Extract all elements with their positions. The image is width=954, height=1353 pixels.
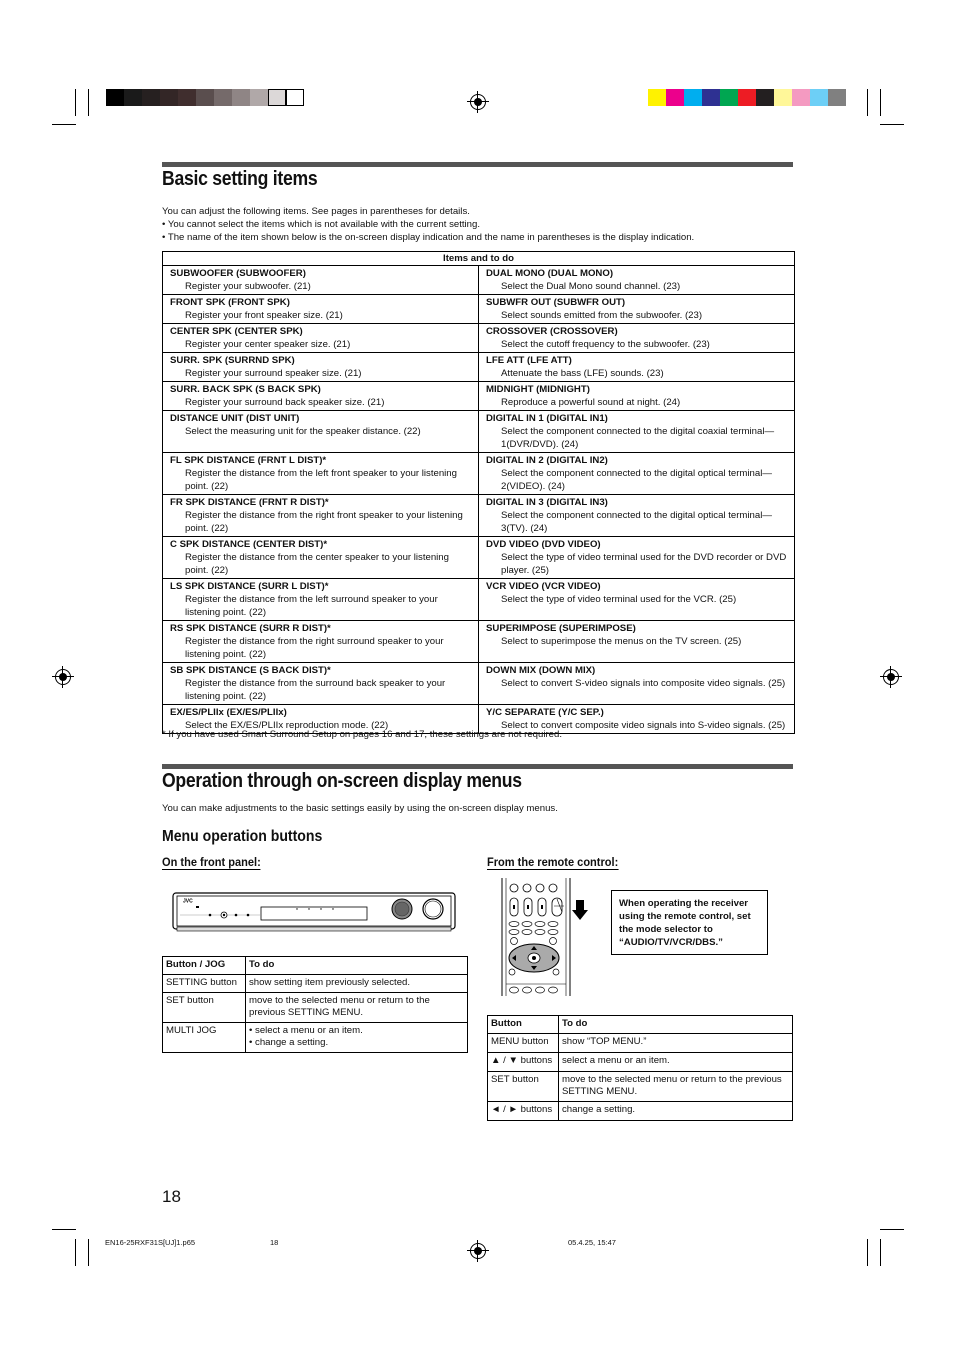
item-cell — [479, 537, 795, 579]
crop-mark — [52, 1229, 76, 1230]
item-title: RS SPK DISTANCE (SURR R DIST)* — [170, 623, 331, 634]
receiver-front-panel-illustration — [172, 890, 457, 934]
item-description: Register your surround speaker size. (21) — [185, 368, 362, 379]
gray-swatch — [106, 89, 124, 106]
bullet-text: The name of the item shown below is the on-screen display indication and the name in parentheses is the display indication. — [167, 232, 695, 243]
intro-bullet: • You cannot select the items which is not available with the current setting. — [162, 219, 481, 230]
button-name: SET button — [488, 1071, 559, 1101]
crop-mark — [867, 1239, 868, 1266]
bullet-text: You cannot select the items which is not available with the current setting. — [167, 219, 481, 230]
table-row — [488, 1101, 793, 1120]
item-title: DUAL MONO (DUAL MONO) — [486, 268, 614, 279]
button-name: ▲ / ▼ buttons — [488, 1052, 559, 1071]
registration-mark-icon — [883, 669, 899, 685]
item-cell — [479, 495, 795, 537]
crop-mark — [880, 89, 881, 116]
gray-swatch — [232, 89, 250, 106]
action-item: • select a menu or an item. — [256, 1025, 464, 1038]
button-action: show setting item previously selected. — [246, 974, 468, 992]
item-description: Register your subwoofer. (21) — [185, 281, 311, 292]
footer-page: 18 — [270, 1238, 279, 1247]
item-cell — [163, 579, 479, 621]
item-title: SB SPK DISTANCE (S BACK DIST)* — [170, 665, 331, 676]
section-title-basic-setting-items: Basic setting items — [162, 168, 318, 190]
color-swatch — [828, 89, 846, 106]
col-header-to-do: To do — [246, 957, 468, 975]
crop-mark — [75, 89, 76, 116]
table-row — [163, 1022, 468, 1052]
crop-mark — [88, 1239, 89, 1266]
color-swatch — [792, 89, 810, 106]
items-table-row — [163, 453, 795, 495]
item-title: SUBWFR OUT (SUBWFR OUT) — [486, 297, 626, 308]
color-swatch — [666, 89, 684, 106]
item-title: FR SPK DISTANCE (FRNT R DIST)* — [170, 497, 329, 508]
action-item: • change a setting. — [256, 1037, 464, 1050]
gray-swatch — [250, 89, 268, 106]
item-cell — [163, 324, 479, 353]
item-cell — [163, 663, 479, 705]
table-row — [488, 1052, 793, 1071]
item-cell — [163, 453, 479, 495]
color-swatch — [756, 89, 774, 106]
item-description: Select the type of video terminal used for the DVD recorder or DVD player. (25) — [501, 552, 787, 576]
footnote: * If you have used Smart Surround Setup on pages 16 and 17, these settings are not required. — [162, 729, 563, 740]
button-name: MULTI JOG — [163, 1022, 246, 1052]
button-action: change a setting. — [559, 1101, 793, 1120]
remote-control-heading: From the remote control: — [487, 855, 619, 869]
item-title: DVD VIDEO (DVD VIDEO) — [486, 539, 601, 550]
item-description: Register the distance from the surround back speaker to your listening point. (22) — [185, 678, 446, 702]
section-rule — [162, 764, 793, 769]
intro-bullet: • The name of the item shown below is the on-screen display indication and the name in parentheses is the display indication. — [162, 232, 695, 243]
table-row — [488, 1033, 793, 1052]
intro-line: You can adjust the following items. See pages in parentheses for details. — [162, 206, 470, 217]
front-panel-heading: On the front panel: — [162, 855, 261, 869]
crop-mark — [75, 1239, 76, 1266]
color-swatch — [738, 89, 756, 106]
items-table-row — [163, 324, 795, 353]
crop-mark — [52, 124, 76, 125]
item-cell — [479, 295, 795, 324]
subtitle-menu-operation-buttons: Menu operation buttons — [162, 828, 323, 845]
crop-mark — [880, 124, 904, 125]
item-cell — [479, 663, 795, 705]
items-table-row — [163, 579, 795, 621]
item-description: Select the component connected to the digital coaxial terminal—1(DVR/DVD). (24) — [501, 426, 775, 450]
button-action: move to the selected menu or return to the previous SETTING MENU. — [246, 992, 468, 1022]
color-swatch — [810, 89, 828, 106]
item-description: Select to convert composite video signals into S-video signals. (25) — [501, 720, 786, 731]
item-description: Register the distance from the center speaker to your listening point. (22) — [185, 552, 449, 576]
item-cell — [163, 495, 479, 537]
item-description: Register the distance from the right front speaker to your listening point. (22) — [185, 510, 463, 534]
color-swatch — [774, 89, 792, 106]
item-title: DIGITAL IN 2 (DIGITAL IN2) — [486, 455, 608, 466]
table-row — [163, 974, 468, 992]
item-title: SURR. SPK (SURRND SPK) — [170, 355, 295, 366]
front-panel-brand: JVC — [183, 898, 193, 905]
item-title: DISTANCE UNIT (DIST UNIT) — [170, 413, 300, 424]
gray-swatch — [142, 89, 160, 106]
item-description: Register your front speaker size. (21) — [185, 310, 343, 321]
items-table-row — [163, 495, 795, 537]
item-title: DIGITAL IN 3 (DIGITAL IN3) — [486, 497, 608, 508]
button-action: select a menu or an item. — [559, 1052, 793, 1071]
item-description: Select the Dual Mono sound channel. (23) — [501, 281, 681, 292]
items-table-row — [163, 295, 795, 324]
intro-text — [162, 205, 802, 244]
item-title: EX/ES/PLIIx (EX/ES/PLIIx) — [170, 707, 287, 718]
remote-mode-note: When operating the receiver using the remote control, set the mode selector to “AUDIO/TV/VCR/DBS.” — [611, 890, 768, 955]
item-title: FL SPK DISTANCE (FRNT L DIST)* — [170, 455, 327, 466]
item-title: VCR VIDEO (VCR VIDEO) — [486, 581, 601, 592]
front-panel-table — [162, 956, 468, 1053]
color-swatch — [684, 89, 702, 106]
crop-mark — [88, 89, 89, 116]
crop-mark — [867, 89, 868, 116]
button-name: SET button — [163, 992, 246, 1022]
item-description: Select to convert S-video signals into composite video signals. (25) — [501, 678, 786, 689]
items-table-row — [163, 382, 795, 411]
button-name: ◄ / ► buttons — [488, 1101, 559, 1120]
item-description: Select to superimpose the menus on the TV screen. (25) — [501, 636, 742, 647]
table-row — [488, 1071, 793, 1101]
item-cell — [163, 295, 479, 324]
item-cell — [163, 621, 479, 663]
item-cell — [163, 266, 479, 295]
item-cell — [479, 579, 795, 621]
item-title: SUBWOOFER (SUBWOOFER) — [170, 268, 306, 279]
item-description: Register your surround back speaker size. (21) — [185, 397, 385, 408]
item-title: FRONT SPK (FRONT SPK) — [170, 297, 290, 308]
item-cell — [479, 266, 795, 295]
item-cell — [163, 353, 479, 382]
item-cell — [163, 411, 479, 453]
item-title: DOWN MIX (DOWN MIX) — [486, 665, 596, 676]
items-table-row — [163, 663, 795, 705]
item-cell — [479, 353, 795, 382]
items-table-row — [163, 537, 795, 579]
col-header-button-jog: Button / JOG — [163, 957, 246, 975]
color-swatch — [702, 89, 720, 106]
button-action — [246, 1022, 468, 1052]
color-swatch — [648, 89, 666, 106]
item-cell — [479, 411, 795, 453]
remote-control-table — [487, 1015, 793, 1121]
remote-control-illustration — [498, 878, 594, 998]
item-title: SURR. BACK SPK (S BACK SPK) — [170, 384, 321, 395]
item-description: Reproduce a powerful sound at night. (24) — [501, 397, 681, 408]
item-title: Y/C SEPARATE (Y/C SEP.) — [486, 707, 604, 718]
page-number: 18 — [162, 1187, 181, 1206]
crop-mark — [880, 1239, 881, 1266]
item-description: Register the distance from the right surround speaker to your listening point. (22) — [185, 636, 444, 660]
gray-swatch — [124, 89, 142, 106]
items-table — [162, 251, 795, 734]
item-title: LS SPK DISTANCE (SURR L DIST)* — [170, 581, 329, 592]
item-description: Attenuate the bass (LFE) sounds. (23) — [501, 368, 664, 379]
section-title-osd-menus: Operation through on-screen display menus — [162, 770, 522, 792]
item-description: Select the component connected to the digital optical terminal—3(TV). (24) — [501, 510, 772, 534]
button-action: move to the selected menu or return to the previous SETTING MENU. — [559, 1071, 793, 1101]
item-cell — [479, 324, 795, 353]
registration-mark-icon — [470, 94, 486, 110]
item-title: CROSSOVER (CROSSOVER) — [486, 326, 618, 337]
section-rule — [162, 162, 793, 167]
item-cell — [163, 382, 479, 411]
gray-swatch — [214, 89, 232, 106]
col-header-button: Button — [488, 1016, 559, 1034]
item-description: Register your center speaker size. (21) — [185, 339, 351, 350]
item-title: DIGITAL IN 1 (DIGITAL IN1) — [486, 413, 608, 424]
button-name: MENU button — [488, 1033, 559, 1052]
item-title: CENTER SPK (CENTER SPK) — [170, 326, 303, 337]
gray-swatch — [196, 89, 214, 106]
item-title: SUPERIMPOSE (SUPERIMPOSE) — [486, 623, 636, 634]
color-swatch — [720, 89, 738, 106]
item-cell — [479, 621, 795, 663]
item-description: Select the cutoff frequency to the subwoofer. (23) — [501, 339, 710, 350]
item-description: Select the component connected to the digital optical terminal—2(VIDEO). (24) — [501, 468, 772, 492]
items-table-row — [163, 621, 795, 663]
item-description: Select the measuring unit for the speaker distance. (22) — [185, 426, 421, 437]
item-title: LFE ATT (LFE ATT) — [486, 355, 572, 366]
footer-date: 05.4.25, 15:47 — [568, 1238, 616, 1247]
button-name: SETTING button — [163, 974, 246, 992]
items-table-row — [163, 266, 795, 295]
section2-intro: You can make adjustments to the basic settings easily by using the on-screen display menus. — [162, 803, 558, 814]
table-row — [163, 992, 468, 1022]
registration-mark-icon — [470, 1243, 486, 1259]
item-cell — [479, 382, 795, 411]
item-title: C SPK DISTANCE (CENTER DIST)* — [170, 539, 328, 550]
footer-filename: EN16-25RXF31S[UJ]1.p65 — [105, 1238, 196, 1247]
item-description: Select sounds emitted from the subwoofer. (23) — [501, 310, 703, 321]
items-table-header: Items and to do — [163, 252, 795, 266]
gray-swatch — [268, 89, 286, 106]
item-description: Register the distance from the left front speaker to your listening point. (22) — [185, 468, 457, 492]
gray-swatch — [160, 89, 178, 106]
item-cell — [479, 453, 795, 495]
item-description: Select the type of video terminal used for the VCR. (25) — [501, 594, 737, 605]
gray-swatch — [286, 89, 304, 106]
items-table-row — [163, 411, 795, 453]
gray-swatch — [178, 89, 196, 106]
col-header-to-do: To do — [559, 1016, 793, 1034]
items-table-row — [163, 353, 795, 382]
button-action: show “TOP MENU.” — [559, 1033, 793, 1052]
registration-mark-icon — [55, 669, 71, 685]
item-description: Register the distance from the left surround speaker to your listening point. (22) — [185, 594, 438, 618]
crop-mark — [880, 1229, 904, 1230]
item-title: MIDNIGHT (MIDNIGHT) — [486, 384, 590, 395]
item-cell — [163, 537, 479, 579]
item-description: Select the EX/ES/PLIIx reproduction mode. (22) — [185, 720, 389, 731]
